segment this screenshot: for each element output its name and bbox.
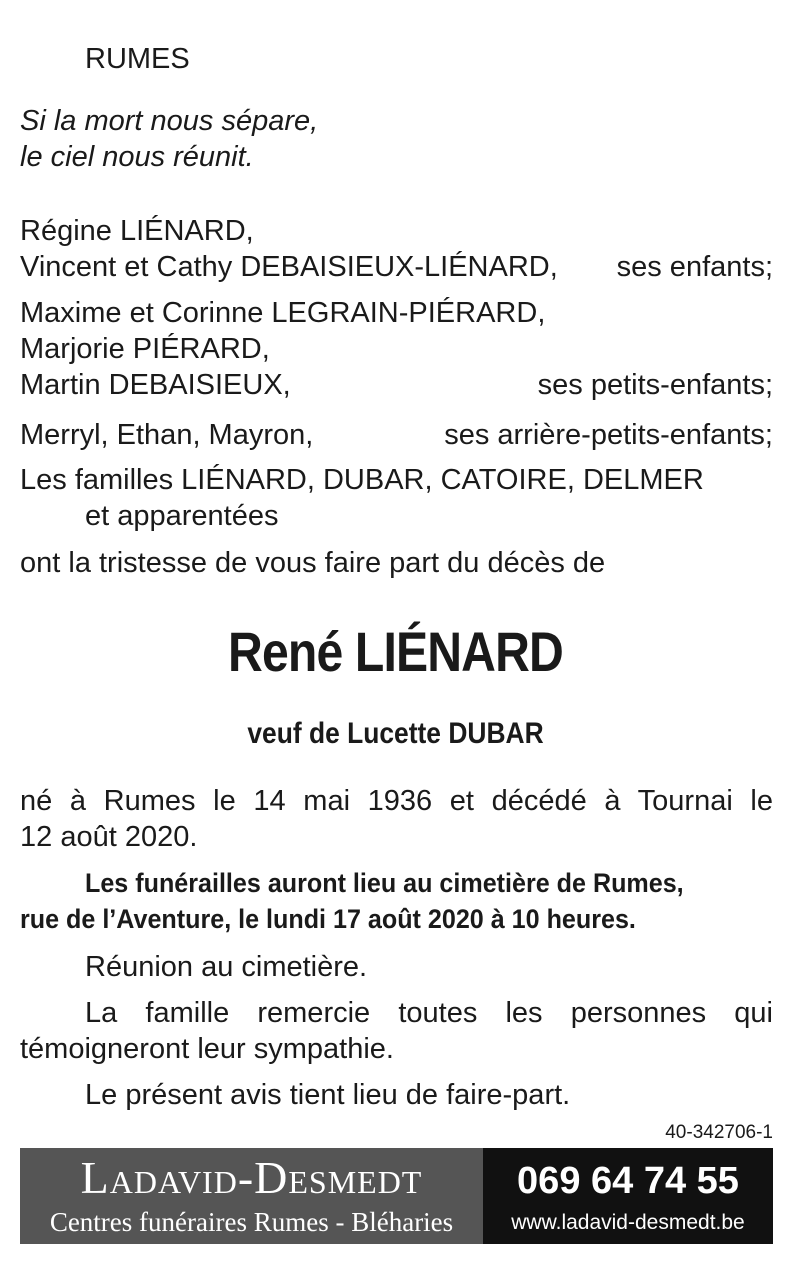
funeral-home-name: Ladavid-Desmedt — [80, 1152, 423, 1203]
family-grandchildren-role: ses petits-enfants; — [537, 369, 773, 401]
funeral-home-banner — [20, 1148, 773, 1244]
notice-line: Le présent avis tient lieu de faire-part. — [85, 1079, 571, 1111]
funeral-home-contact — [483, 1148, 773, 1244]
family-line-6 — [20, 418, 773, 452]
thanks-line-2: témoigneront leur sympathie. — [20, 1033, 394, 1065]
town-heading: RUMES — [85, 43, 190, 75]
funeral-line-1: Les funérailles auront lieu au cimetière de Rumes, — [85, 868, 684, 898]
family-greatgrandchildren-names: Merryl, Ethan, Mayron, — [20, 419, 314, 451]
thanks-line-1: La famille remercie toutes les personnes qui — [85, 997, 773, 1029]
family-greatgrandchildren-role: ses arrière-petits-enfants; — [444, 419, 773, 451]
deceased-name: René LIÉNARD — [228, 620, 563, 683]
family-line-4: Marjorie PIÉRARD, — [20, 333, 270, 365]
reference-number: 40-342706-1 — [665, 1122, 773, 1143]
family-children-names: Vincent et Cathy DEBAISIEUX-LIÉNARD, — [20, 251, 558, 283]
funeral-home-tagline: Centres funéraires Rumes - Bléharies — [49, 1207, 454, 1237]
family-line-5 — [20, 368, 773, 402]
family-line-8: et apparentées — [85, 500, 279, 532]
deceased-widower-line: veuf de Lucette DUBAR — [247, 717, 544, 750]
family-grandchildren-names: Martin DEBAISIEUX, — [20, 369, 291, 401]
meeting-line: Réunion au cimetière. — [85, 951, 368, 983]
funeral-home-website: www.ladavid-desmedt.be — [511, 1211, 745, 1234]
family-line-7: Les familles LIÉNARD, DUBAR, CATOIRE, DELMER — [20, 464, 704, 496]
funeral-line-2: rue de l’Aventure, le lundi 17 août 2020 à 10 heures. — [20, 904, 636, 934]
funeral-home-brand — [20, 1148, 483, 1244]
family-children-role: ses enfants; — [616, 251, 773, 283]
birth-death-line-1: né à Rumes le 14 mai 1936 et décédé à Tournai le — [20, 785, 773, 817]
verse-line-1: Si la mort nous sépare, — [20, 105, 319, 137]
birth-death-line-2: 12 août 2020. — [20, 821, 198, 853]
family-line-3: Maxime et Corinne LEGRAIN-PIÉRARD, — [20, 297, 546, 329]
verse-line-2: le ciel nous réunit. — [20, 141, 254, 173]
announcement-line: ont la tristesse de vous faire part du décès de — [20, 547, 606, 579]
family-line-1: Régine LIÉNARD, — [20, 215, 254, 247]
funeral-home-phone: 069 64 74 55 — [517, 1160, 739, 1202]
family-line-2 — [20, 250, 773, 284]
